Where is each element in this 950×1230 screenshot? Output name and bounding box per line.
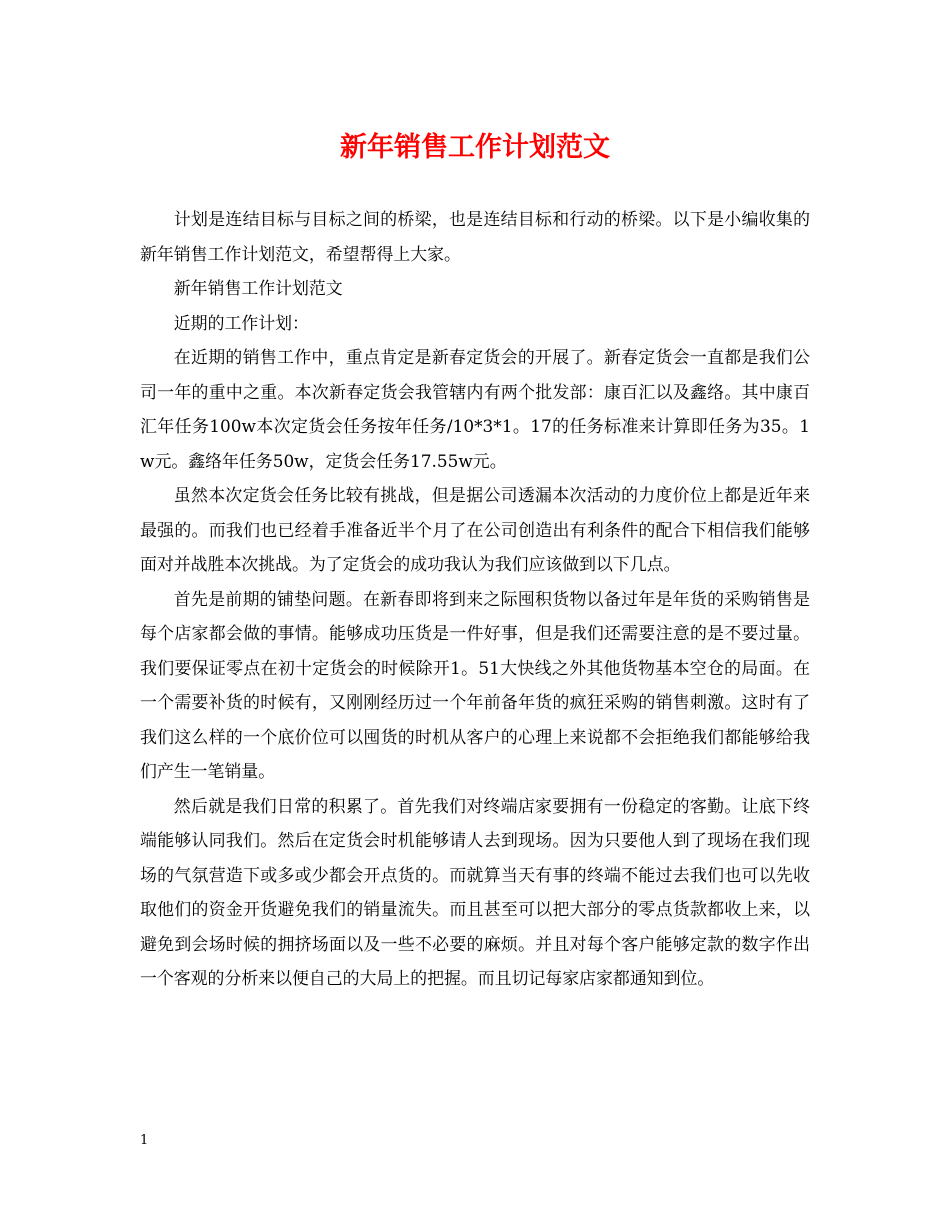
section-heading: 新年销售工作计划范文: [173, 278, 343, 298]
document-body: [140, 202, 810, 996]
subsection-heading: 近期的工作计划：: [173, 312, 309, 333]
body-paragraph: 首先是前期的铺垫问题。在新春即将到来之际囤积货物以备过年是年货的采购销售是每个店家都会做的事情。能够成功压货是一件好事，但是我们还需要注意的是不要过量。我们要保证零点在初十定货会的时候除开1。51大快线之外其他货物基本空仓的局面。在一个需要补货的时候有，又刚刚经历过一个年前备年货的疯狂采购的销售刺激。这时有了我们这么样的一个底价位可以囤货的时机从客户的心理上来说都不会拒绝我们都能够给我们产生一笔销量。: [140, 588, 810, 781]
body-paragraph: 虽然本次定货会任务比较有挑战，但是据公司透漏本次活动的力度价位上都是近年来最强的。而我们也已经着手准备近半个月了在公司创造出有利条件的配合下相信我们能够面对并战胜本次挑战。为了定货会的成功我认为我们应该做到以下几点。: [140, 485, 810, 574]
document-title: 新年销售工作计划范文: [340, 132, 610, 163]
body-paragraph: 在近期的销售工作中，重点肯定是新春定货会的开展了。新春定货会一直都是我们公司一年的重中之重。本次新春定货会我管辖内有两个批发部：康百汇以及鑫络。其中康百汇年任务100w本次定货会任务按年任务/10*3*1。17的任务标准来计算即任务为35。1w元。鑫络年任务50w，定货会任务17.55w元。: [140, 347, 810, 471]
intro-paragraph: 计划是连结目标与目标之间的桥梁，也是连结目标和行动的桥梁。以下是小编收集的新年销售工作计划范文，希望帮得上大家。: [140, 209, 810, 264]
body-paragraph: 然后就是我们日常的积累了。首先我们对终端店家要拥有一份稳定的客勤。让底下终端能够认同我们。然后在定货会时机能够请人去到现场。因为只要他人到了现场在我们现场的气氛营造下或多或少都会开点货的。而就算当天有事的终端不能过去我们也可以先收取他们的资金开货避免我们的销量流失。而且甚至可以把大部分的零点货款都收上来，以避免到会场时候的拥挤场面以及一些不必要的麻烦。并且对每个客户能够定款的数字作出一个客观的分析来以便自己的大局上的把握。而且切记每家店家都通知到位。: [140, 795, 810, 988]
page-number: 1: [140, 1133, 149, 1148]
